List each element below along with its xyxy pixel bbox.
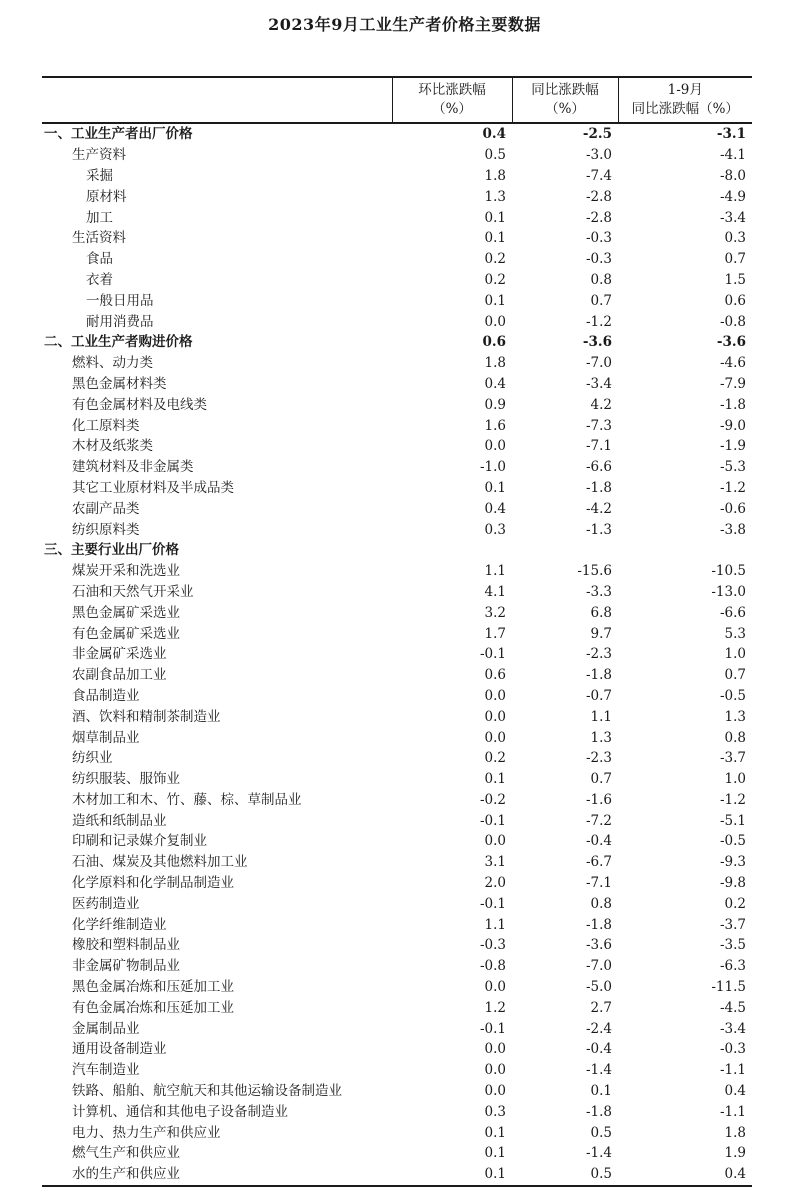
row-label: 化学纤维制造业	[72, 916, 167, 933]
row-label: 黑色金属材料类	[72, 375, 167, 392]
row-ytd-value: -0.8	[719, 313, 746, 330]
row-label: 计算机、通信和其他电子设备制造业	[72, 1103, 288, 1120]
table-row	[42, 228, 752, 249]
row-yoy-value: 0.1	[590, 1083, 612, 1100]
row-yoy-value: 0.5	[512, 1164, 618, 1186]
row-mom-value: 0.4	[484, 375, 506, 392]
header-mom-line2: （%）	[432, 101, 472, 117]
table-header	[42, 77, 752, 123]
row-mom-value: -0.3	[479, 937, 506, 954]
row-label: 有色金属材料及电线类	[72, 396, 207, 413]
row-ytd-value: -1.1	[719, 1103, 746, 1120]
row-ytd-value: -9.0	[719, 417, 746, 434]
row-mom-value: 0.2	[484, 251, 506, 268]
row-mom-value: 1.3	[484, 188, 506, 205]
row-yoy-value: -7.4	[585, 167, 612, 184]
row-mom-value: 0.6	[482, 334, 506, 351]
table-row	[42, 436, 752, 457]
row-label: 铁路、船舶、航空航天和其他运输设备制造业	[72, 1083, 342, 1100]
row-yoy-value: -2.3	[585, 646, 612, 663]
row-mom-value: -0.2	[479, 791, 506, 808]
row-ytd-value: -3.1	[716, 126, 746, 143]
row-yoy-value: -0.3	[585, 230, 612, 247]
row-ytd-value: 1.3	[724, 708, 746, 725]
row-yoy-value: -7.2	[585, 812, 612, 829]
row-mom-value: -0.1	[479, 1020, 506, 1037]
row-ytd-value: 0.6	[724, 292, 746, 309]
row-mom-value: 3.1	[484, 854, 506, 871]
row-mom-value: 0.0	[484, 1062, 506, 1079]
row-label: 木材加工和木、竹、藤、棕、草制品业	[72, 791, 302, 808]
row-label: 造纸和纸制品业	[72, 812, 167, 829]
row-mom-value: 0.0	[484, 1083, 506, 1100]
row-ytd-value: -1.9	[719, 438, 746, 455]
table-row	[42, 727, 752, 748]
row-mom-value: 0.2	[484, 271, 506, 288]
row-label: 三、主要行业出厂价格	[44, 542, 179, 559]
row-mom-value: 0.1	[392, 1164, 512, 1186]
row-ytd-value: -13.0	[711, 583, 746, 600]
row-ytd-value: 0.3	[724, 230, 746, 247]
row-label: 燃料、动力类	[72, 355, 153, 372]
row-mom-value: 0.2	[484, 750, 506, 767]
row-ytd-value: -5.3	[719, 459, 746, 476]
row-label: 化工原料类	[72, 417, 140, 434]
row-yoy-value: -6.6	[585, 459, 612, 476]
row-label: 石油、煤炭及其他燃料加工业	[72, 854, 248, 871]
row-yoy-value: -1.2	[585, 313, 612, 330]
table-row	[42, 1122, 752, 1143]
price-data-table	[42, 76, 752, 1187]
row-yoy-value: 0.7	[590, 292, 612, 309]
row-yoy-value: -0.3	[585, 251, 612, 268]
row-mom-value: -0.8	[479, 958, 506, 975]
row-mom-value: 0.0	[484, 438, 506, 455]
row-mom-value: 0.0	[484, 687, 506, 704]
row-label: 橡胶和塑料制品业	[72, 937, 180, 954]
row-mom-value: -0.1	[479, 895, 506, 912]
row-ytd-value: -4.5	[719, 999, 746, 1016]
row-mom-value: 0.3	[484, 521, 506, 538]
row-yoy-value: 0.5	[590, 1124, 612, 1141]
row-label: 黑色金属矿采选业	[72, 604, 180, 621]
row-label: 纺织服装、服饰业	[72, 771, 180, 788]
row-yoy-value: -1.4	[585, 1062, 612, 1079]
row-yoy-value: -15.6	[577, 563, 612, 580]
row-label: 化学原料和化学制品制造业	[72, 875, 234, 892]
row-ytd-value: -3.5	[719, 937, 746, 954]
row-label: 木材及纸浆类	[72, 438, 153, 455]
row-label: 燃气生产和供应业	[72, 1145, 180, 1162]
table-row	[42, 602, 752, 623]
header-ytd-line1: 1-9月	[667, 82, 703, 98]
row-mom-value: 0.5	[484, 147, 506, 164]
row-label: 有色金属矿采选业	[72, 625, 180, 642]
table-row	[42, 1039, 752, 1060]
row-ytd-value: -9.3	[719, 854, 746, 871]
table-row	[42, 123, 752, 145]
row-mom-value: 4.1	[484, 583, 506, 600]
row-ytd-value: -6.3	[719, 958, 746, 975]
row-mom-value: 0.1	[484, 479, 506, 496]
row-ytd-value: -11.5	[711, 979, 746, 996]
row-mom-value: 1.1	[484, 916, 506, 933]
table-row	[42, 249, 752, 270]
row-label: 其它工业原材料及半成品类	[72, 479, 234, 496]
row-ytd-value: 1.9	[724, 1145, 746, 1162]
row-label: 印刷和记录媒介复制业	[72, 833, 207, 850]
row-yoy-value: -2.8	[585, 188, 612, 205]
header-mom-line1: 环比涨跌幅	[418, 82, 486, 98]
row-ytd-value: -4.6	[719, 355, 746, 372]
table-row	[42, 769, 752, 790]
table-row	[42, 644, 752, 665]
row-mom-value: 0.0	[484, 979, 506, 996]
header-yoy-line2: （%）	[545, 101, 585, 117]
row-yoy-value: -2.5	[582, 126, 612, 143]
row-ytd-value: 1.0	[724, 771, 746, 788]
row-label: 通用设备制造业	[72, 1041, 167, 1058]
row-mom-value: 0.1	[484, 209, 506, 226]
row-label: 有色金属冶炼和压延加工业	[72, 999, 234, 1016]
row-yoy-value: -1.8	[585, 916, 612, 933]
row-ytd-value: -4.9	[719, 188, 746, 205]
table-row	[42, 935, 752, 956]
table-row	[42, 956, 752, 977]
row-yoy-value: 1.3	[590, 729, 612, 746]
row-ytd-value: -1.2	[719, 791, 746, 808]
table-row	[42, 1060, 752, 1081]
row-yoy-value: -7.0	[585, 958, 612, 975]
table-row	[42, 1143, 752, 1164]
row-ytd-value: 1.0	[724, 646, 746, 663]
row-yoy-value: -3.4	[585, 375, 612, 392]
header-yoy-line1: 同比涨跌幅	[531, 82, 599, 98]
row-label: 金属制品业	[72, 1020, 140, 1037]
row-label: 一般日用品	[86, 292, 154, 309]
row-mom-value: 1.8	[484, 355, 506, 372]
row-yoy-value: -3.0	[585, 147, 612, 164]
row-yoy-value: -3.6	[585, 937, 612, 954]
row-label: 耐用消费品	[86, 313, 154, 330]
table-row	[42, 561, 752, 582]
row-yoy-value	[512, 540, 618, 561]
row-label: 衣着	[86, 271, 113, 288]
row-mom-value: 3.2	[484, 604, 506, 621]
row-label: 非金属矿采选业	[72, 646, 167, 663]
row-yoy-value: -7.1	[585, 438, 612, 455]
table-row	[42, 290, 752, 311]
row-yoy-value: 0.7	[590, 771, 612, 788]
row-label: 汽车制造业	[72, 1062, 140, 1079]
row-yoy-value: -4.2	[585, 500, 612, 517]
row-ytd-value: -0.3	[719, 1041, 746, 1058]
table-row	[42, 457, 752, 478]
table-row	[42, 1101, 752, 1122]
table-row	[42, 540, 752, 561]
row-yoy-value: -1.8	[585, 667, 612, 684]
table-row	[42, 582, 752, 603]
table-row	[42, 706, 752, 727]
row-mom-value: -0.1	[479, 812, 506, 829]
row-ytd-value: -3.6	[716, 334, 746, 351]
row-ytd-value: -4.1	[719, 147, 746, 164]
table-row	[42, 332, 752, 353]
row-mom-value: -0.1	[479, 646, 506, 663]
row-label: 食品	[86, 251, 113, 268]
row-yoy-value: -7.3	[585, 417, 612, 434]
row-ytd-value: 0.2	[724, 895, 746, 912]
row-yoy-value: -1.8	[585, 479, 612, 496]
row-yoy-value: -1.8	[585, 1103, 612, 1120]
row-ytd-value: -1.2	[719, 479, 746, 496]
row-yoy-value: 0.8	[590, 895, 612, 912]
row-ytd-value	[618, 540, 752, 561]
table-row	[42, 748, 752, 769]
row-mom-value: 0.1	[484, 1124, 506, 1141]
table-row	[42, 498, 752, 519]
row-label: 农副食品加工业	[72, 667, 167, 684]
row-ytd-value: -3.7	[719, 916, 746, 933]
row-ytd-value: -9.8	[719, 875, 746, 892]
table-row	[42, 914, 752, 935]
table-row	[42, 270, 752, 291]
row-yoy-value: -3.6	[582, 334, 612, 351]
table-row	[42, 873, 752, 894]
row-label: 烟草制品业	[72, 729, 140, 746]
table-row	[42, 997, 752, 1018]
table-row	[42, 977, 752, 998]
row-ytd-value: 5.3	[724, 625, 746, 642]
row-yoy-value: -6.7	[585, 854, 612, 871]
table-row	[42, 790, 752, 811]
table-row	[42, 893, 752, 914]
row-yoy-value: -1.4	[585, 1145, 612, 1162]
row-ytd-value: -3.8	[719, 521, 746, 538]
table-row	[42, 1018, 752, 1039]
table-row	[42, 145, 752, 166]
table-body	[42, 123, 752, 1186]
row-yoy-value: 4.2	[590, 396, 612, 413]
table-row	[42, 1164, 752, 1186]
table-row	[42, 207, 752, 228]
row-mom-value: 0.0	[484, 1041, 506, 1058]
header-mom	[392, 77, 512, 123]
row-ytd-value: -0.6	[719, 500, 746, 517]
row-label: 非金属矿物制品业	[72, 958, 180, 975]
row-ytd-value: -5.1	[719, 812, 746, 829]
table-row	[42, 415, 752, 436]
row-ytd-value: -0.5	[719, 833, 746, 850]
table-row	[42, 353, 752, 374]
row-yoy-value: -0.4	[585, 1041, 612, 1058]
row-mom-value: 0.0	[484, 729, 506, 746]
row-ytd-value: 0.8	[724, 729, 746, 746]
row-mom-value: 0.0	[484, 313, 506, 330]
row-ytd-value: 1.5	[724, 271, 746, 288]
table-row	[42, 394, 752, 415]
row-mom-value: 0.1	[484, 292, 506, 309]
row-mom-value: 0.6	[484, 667, 506, 684]
row-ytd-value: -3.4	[719, 209, 746, 226]
row-ytd-value: 0.7	[724, 251, 746, 268]
row-mom-value: 0.1	[484, 1145, 506, 1162]
row-ytd-value: 0.4	[618, 1164, 752, 1186]
row-ytd-value: -0.5	[719, 687, 746, 704]
table-row	[42, 852, 752, 873]
header-ytd-line2: 同比涨跌幅（%）	[631, 101, 739, 117]
row-ytd-value: 0.7	[724, 667, 746, 684]
row-label: 原材料	[86, 188, 127, 205]
row-label: 二、工业生产者购进价格	[44, 334, 193, 351]
row-label: 一、工业生产者出厂价格	[44, 126, 193, 143]
row-mom-value: 0.0	[484, 708, 506, 725]
row-yoy-value: 0.8	[590, 271, 612, 288]
table-row	[42, 665, 752, 686]
row-ytd-value: 1.8	[724, 1124, 746, 1141]
row-ytd-value: -3.4	[719, 1020, 746, 1037]
row-mom-value: 2.0	[484, 875, 506, 892]
row-ytd-value: -1.1	[719, 1062, 746, 1079]
row-yoy-value: 6.8	[590, 604, 612, 621]
table-row	[42, 623, 752, 644]
row-label: 石油和天然气开采业	[72, 583, 194, 600]
table-row	[42, 478, 752, 499]
row-label: 酒、饮料和精制茶制造业	[72, 708, 221, 725]
header-ytd	[618, 77, 752, 123]
row-label: 煤炭开采和洗选业	[72, 563, 180, 580]
row-label: 纺织业	[72, 750, 113, 767]
row-yoy-value: -5.0	[585, 979, 612, 996]
row-mom-value: 1.6	[484, 417, 506, 434]
row-ytd-value: -3.7	[719, 750, 746, 767]
row-mom-value: 0.4	[482, 126, 506, 143]
table-row	[42, 1081, 752, 1102]
row-mom-value: 0.3	[484, 1103, 506, 1120]
header-yoy	[512, 77, 618, 123]
row-label: 黑色金属冶炼和压延加工业	[72, 979, 234, 996]
row-label: 医药制造业	[72, 895, 140, 912]
row-label: 生产资料	[72, 147, 126, 164]
row-mom-value: 1.1	[484, 563, 506, 580]
row-yoy-value: -3.3	[585, 583, 612, 600]
row-yoy-value: 2.7	[590, 999, 612, 1016]
row-mom-value: 1.7	[484, 625, 506, 642]
row-yoy-value: 9.7	[590, 625, 612, 642]
row-yoy-value: -2.4	[585, 1020, 612, 1037]
row-mom-value: -1.0	[479, 459, 506, 476]
row-yoy-value: -0.4	[585, 833, 612, 850]
row-ytd-value: -8.0	[719, 167, 746, 184]
row-mom-value: 0.1	[484, 771, 506, 788]
row-label: 生活资料	[72, 230, 126, 247]
row-mom-value	[392, 540, 512, 561]
row-mom-value: 0.0	[484, 833, 506, 850]
row-label: 采掘	[86, 167, 113, 184]
row-ytd-value: 0.4	[724, 1083, 746, 1100]
table-row	[42, 374, 752, 395]
row-label: 食品制造业	[72, 687, 140, 704]
row-label: 农副产品类	[72, 500, 140, 517]
row-label: 加工	[86, 209, 113, 226]
row-yoy-value: -7.1	[585, 875, 612, 892]
table-row	[42, 686, 752, 707]
row-yoy-value: -1.6	[585, 791, 612, 808]
row-mom-value: 1.2	[484, 999, 506, 1016]
table-row	[42, 311, 752, 332]
page-title: 2023年9月工业生产者价格主要数据	[268, 15, 541, 34]
row-yoy-value: -2.3	[585, 750, 612, 767]
row-label: 纺织原料类	[72, 521, 140, 538]
row-yoy-value: -1.3	[585, 521, 612, 538]
table-row	[42, 831, 752, 852]
row-ytd-value: -10.5	[711, 563, 746, 580]
table-row	[42, 186, 752, 207]
table-row	[42, 519, 752, 540]
row-yoy-value: -0.7	[585, 687, 612, 704]
row-yoy-value: -2.8	[585, 209, 612, 226]
row-mom-value: 1.8	[484, 167, 506, 184]
row-label: 建筑材料及非金属类	[72, 459, 194, 476]
row-ytd-value: -7.9	[719, 375, 746, 392]
table-row	[42, 166, 752, 187]
row-yoy-value: 1.1	[590, 708, 612, 725]
header-label-column	[42, 77, 392, 123]
row-label: 水的生产和供应业	[42, 1164, 392, 1186]
table-row	[42, 810, 752, 831]
row-yoy-value: -7.0	[585, 355, 612, 372]
row-ytd-value: -6.6	[719, 604, 746, 621]
row-mom-value: 0.9	[484, 396, 506, 413]
row-mom-value: 0.4	[484, 500, 506, 517]
row-mom-value: 0.1	[484, 230, 506, 247]
row-label: 电力、热力生产和供应业	[72, 1124, 221, 1141]
row-ytd-value: -1.8	[719, 396, 746, 413]
